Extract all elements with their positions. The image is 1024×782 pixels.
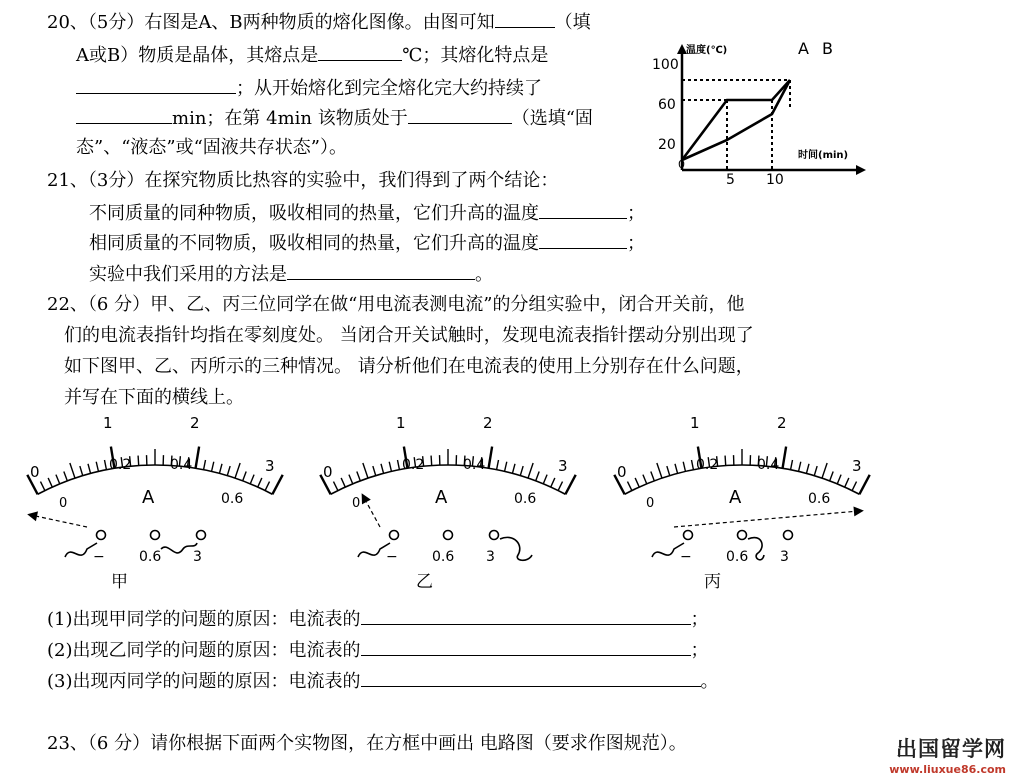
chart-series-a-label: A <box>798 39 809 58</box>
dial-tick <box>235 463 240 478</box>
chart-xtick-10: 10 <box>766 172 784 188</box>
dial-tick <box>381 464 384 474</box>
q23-line-1: 23、（6 分）请你根据下面两个实物图，在方框中画出 电路图（要求作图规范）。 <box>47 733 687 754</box>
dial-tick <box>505 462 507 472</box>
scale-top-3: 3 <box>852 457 862 475</box>
terminal-post <box>151 531 160 540</box>
unit-label: A <box>435 487 448 508</box>
dial-tick <box>852 482 856 491</box>
dial-tick <box>88 464 91 474</box>
terminal-post <box>490 531 499 540</box>
chart-series-b-line <box>682 80 790 160</box>
dial-tick <box>212 462 214 472</box>
chart-series-a-line <box>682 80 790 160</box>
dial-tick <box>814 466 817 476</box>
meter-caption: 丙 <box>704 572 721 592</box>
dial-tick <box>845 478 849 487</box>
pointer-arrowhead <box>853 506 863 516</box>
terminal-post <box>97 531 106 540</box>
q22-line-3: 如下图甲、乙、丙所示的三种情况。 请分析他们在电流表的使用上分别存在什么问题， <box>64 356 754 377</box>
q22-line-4: 并写在下面的横线上。 <box>64 387 244 408</box>
dial-tick <box>373 466 376 476</box>
scale-top-1: 1 <box>103 415 113 432</box>
pointer-needle <box>37 516 87 527</box>
q22-answer-3: (3)出现丙同学的问题的原因：电流表的 。 <box>47 671 719 692</box>
dial-tick <box>512 464 515 474</box>
terminal-3-label: 3 <box>486 549 495 565</box>
dial-tick <box>497 460 499 470</box>
wire-right <box>748 538 764 560</box>
dial-tick <box>565 475 575 494</box>
terminal-3-label: 3 <box>193 549 202 565</box>
dial-tick <box>431 456 432 466</box>
q20-line-1: 20、（5分）右图是A、B两种物质的熔化图像。由图可知 （填 <box>47 12 591 33</box>
ammeter-jia <box>25 415 285 595</box>
q22-answer-1: (1)出现甲同学的问题的原因：电流表的 ； <box>47 609 709 630</box>
ammeter-bing <box>612 415 872 595</box>
dial-tick <box>551 478 555 487</box>
scale-top-3: 3 <box>558 457 568 475</box>
dial-tick <box>657 463 662 478</box>
chart-xlabel: 时间(min) <box>798 150 849 161</box>
scale-bot-0.4: 0.4 <box>463 457 486 473</box>
wire-right <box>161 543 197 553</box>
q21-blank-3[interactable] <box>287 262 475 280</box>
scale-bot-0.4: 0.4 <box>170 457 193 473</box>
scale-bot-0.6: 0.6 <box>514 491 537 507</box>
q20-blank-5[interactable] <box>408 106 512 124</box>
chart-ylabel: 温度(℃) <box>686 45 728 56</box>
pointer-arrowhead <box>27 511 38 521</box>
q20-line-3: ；从开始熔化到完全熔化完大约持续了 <box>76 76 542 100</box>
dial-tick <box>389 462 391 472</box>
scale-bot-0.2: 0.2 <box>109 457 132 473</box>
dial-tick <box>830 472 834 481</box>
terminal-post <box>684 531 693 540</box>
terminal-minus-label: − <box>386 549 398 565</box>
chart-series-b-label: B <box>822 39 833 58</box>
q20-blank-3[interactable] <box>76 76 236 94</box>
q20-line-2: A或B）物质是晶体，其熔点是 ℃；其熔化特点是 <box>76 45 549 66</box>
meter-caption: 甲 <box>111 572 128 592</box>
scale-top-2: 2 <box>190 415 200 432</box>
dial-tick <box>725 456 726 466</box>
pointer-needle <box>366 502 380 527</box>
dial-tick <box>349 475 353 484</box>
dial-arc <box>38 465 273 494</box>
dial-tick <box>635 478 639 487</box>
scale-top-3: 3 <box>265 457 275 475</box>
pointer-arrowhead <box>362 493 371 504</box>
terminal-minus-label: − <box>680 549 692 565</box>
q21-line-2: 不同质量的同种物质，吸收相同的热量，它们升高的温度 ； <box>89 203 645 224</box>
wire-right <box>500 537 532 560</box>
dial-tick <box>265 482 269 491</box>
terminal-post <box>197 531 206 540</box>
scale-top-2: 2 <box>483 415 493 432</box>
dial-tick <box>250 475 254 484</box>
q21-blank-1[interactable] <box>539 201 627 219</box>
dial-tick <box>56 475 60 484</box>
dial-arc <box>625 465 860 494</box>
dial-tick <box>799 462 801 472</box>
pointer-needle <box>674 511 854 527</box>
terminal-post <box>784 531 793 540</box>
dial-tick <box>397 460 399 470</box>
dial-tick <box>219 464 222 474</box>
dial-tick <box>204 460 206 470</box>
dial-tick <box>675 464 678 474</box>
scale-top-0: 0 <box>617 463 627 481</box>
q22-blank-2[interactable] <box>361 638 691 656</box>
scale-bot-0.2: 0.2 <box>402 457 425 473</box>
chart-origin: 0 <box>678 158 685 171</box>
watermark <box>889 733 1006 776</box>
q22-line-1: 22、（6 分）甲、乙、丙三位同学在做“用电流表测电流”的分组实验中，闭合开关前，他 <box>47 294 745 315</box>
q22-blank-1[interactable] <box>361 607 691 625</box>
dial-tick <box>40 482 44 491</box>
chart-ytick-100: 100 <box>652 57 679 73</box>
chart-ytick-20: 20 <box>658 137 676 153</box>
watermark-url: www.liuxue86.com <box>889 763 1006 776</box>
scale-top-1: 1 <box>690 415 700 432</box>
dial-tick <box>70 463 75 478</box>
scale-bot-0: 0 <box>352 496 361 511</box>
q21-line-3: 相同质量的不同物质，吸收相同的热量，它们升高的温度 ； <box>89 233 645 254</box>
q22-blank-3[interactable] <box>361 669 701 687</box>
dial-tick <box>333 482 337 491</box>
q21-line-4: 实验中我们采用的方法是 。 <box>89 264 493 285</box>
dial-tick <box>543 475 547 484</box>
scale-top-2: 2 <box>777 415 787 432</box>
terminal-3-label: 3 <box>780 549 789 565</box>
q22-line-2: 们的电流表指针均指在零刻度处。 当闭合开关试触时，发现电流表指针摆动分别出现了 <box>64 325 754 346</box>
meter-caption: 乙 <box>416 572 433 592</box>
scale-bot-0.6: 0.6 <box>808 491 831 507</box>
terminal-post <box>390 531 399 540</box>
dial-tick <box>104 460 106 470</box>
dial-tick <box>627 482 631 491</box>
q20-blank-2[interactable] <box>318 43 402 61</box>
scale-top-1: 1 <box>396 415 406 432</box>
q21-blank-2[interactable] <box>539 231 627 249</box>
dial-tick <box>859 475 869 494</box>
unit-label: A <box>142 487 155 508</box>
dial-tick <box>138 456 139 466</box>
dial-tick <box>48 478 52 487</box>
dial-arc <box>331 465 566 494</box>
dial-tick <box>683 462 685 472</box>
dial-tick <box>64 472 68 481</box>
dial-tick <box>243 472 247 481</box>
terminal-post <box>444 531 453 540</box>
scale-bot-0.2: 0.2 <box>696 457 719 473</box>
q21-line-1: 21、（3分）在探究物质比热容的实验中，我们得到了两个结论： <box>47 170 559 191</box>
scale-bot-0: 0 <box>646 496 655 511</box>
dial-tick <box>341 478 345 487</box>
ammeter-yi <box>318 415 578 595</box>
dial-tick <box>196 447 200 469</box>
terminal-0.6-label: 0.6 <box>139 549 162 565</box>
dial-tick <box>651 472 655 481</box>
terminal-post <box>738 531 747 540</box>
dial-tick <box>691 460 693 470</box>
unit-label: A <box>729 487 742 508</box>
dial-tick <box>783 447 787 469</box>
dial-tick <box>357 472 361 481</box>
scale-bot-0.4: 0.4 <box>757 457 780 473</box>
dial-tick <box>520 466 523 476</box>
dial-tick <box>558 482 562 491</box>
dial-tick <box>643 475 647 484</box>
q20-line-4: min；在第 4min 该物质处于 （选填“固 <box>76 106 593 130</box>
q20-blank-4[interactable] <box>76 106 172 124</box>
terminal-0.6-label: 0.6 <box>726 549 749 565</box>
dial-tick <box>528 463 533 478</box>
q20-blank-1[interactable] <box>495 10 555 28</box>
dial-tick <box>667 466 670 476</box>
dial-tick <box>258 478 262 487</box>
dial-tick <box>363 463 368 478</box>
scale-bot-0: 0 <box>59 496 68 511</box>
melting-chart <box>650 38 870 188</box>
chart-x-arrow <box>856 165 866 175</box>
terminal-0.6-label: 0.6 <box>432 549 455 565</box>
dial-tick <box>272 475 282 494</box>
chart-xtick-5: 5 <box>726 172 735 188</box>
q22-answer-2: (2)出现乙同学的问题的原因：电流表的 ； <box>47 640 709 661</box>
dial-tick <box>96 462 98 472</box>
dial-tick <box>227 466 230 476</box>
q20-line-5: 态”、“液态”或“固液共存状态”）。 <box>76 137 348 158</box>
watermark-name: 出国留学网 <box>896 737 1006 761</box>
dial-tick <box>806 464 809 474</box>
dial-tick <box>489 447 493 469</box>
terminal-minus-label: − <box>93 549 105 565</box>
dial-tick <box>837 475 841 484</box>
scale-bot-0.6: 0.6 <box>221 491 244 507</box>
dial-tick <box>80 466 83 476</box>
dial-tick <box>536 472 540 481</box>
scale-top-0: 0 <box>323 463 333 481</box>
scale-top-0: 0 <box>30 463 40 481</box>
dial-tick <box>791 460 793 470</box>
chart-ytick-60: 60 <box>658 97 676 113</box>
dial-tick <box>822 463 827 478</box>
